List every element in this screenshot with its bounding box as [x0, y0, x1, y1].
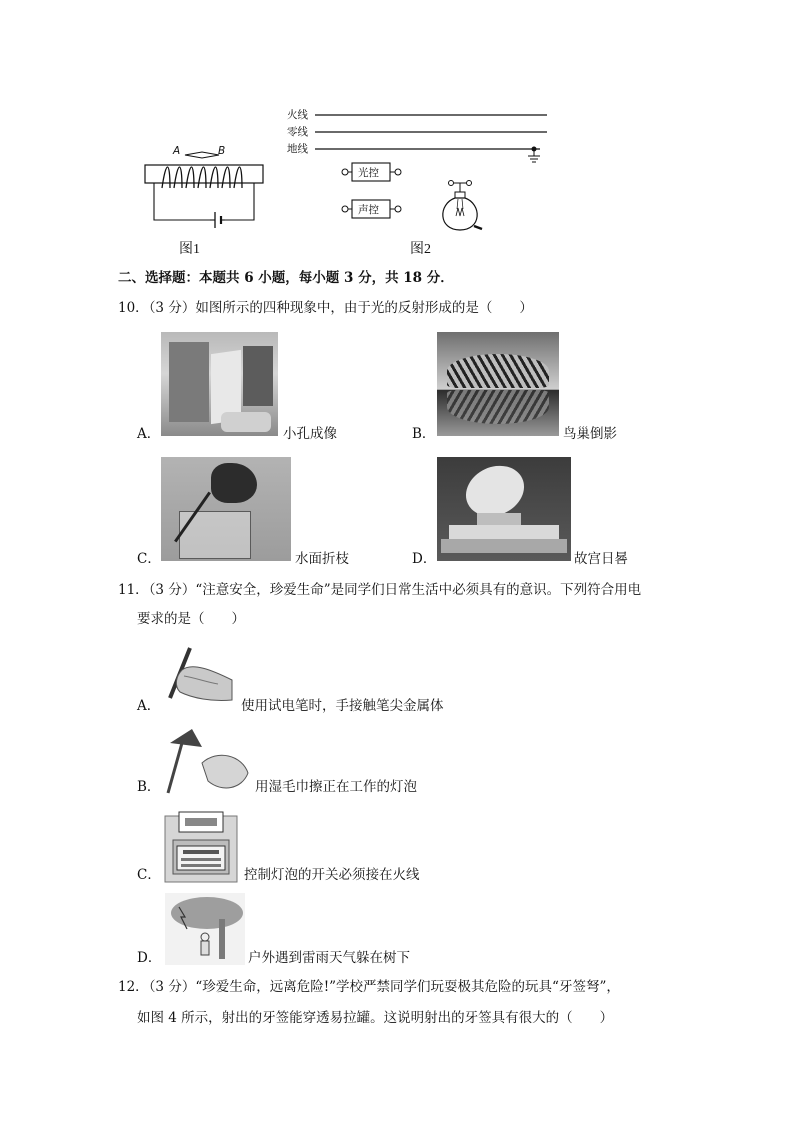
wire-label-live: 火线: [287, 109, 308, 121]
wire-label-ground: 地线: [287, 143, 308, 155]
light-switch-label: 光控: [358, 167, 379, 179]
option-letter: C．: [137, 551, 161, 567]
question-number: 10．: [118, 300, 149, 316]
option-letter: B．: [412, 426, 436, 442]
figure-2-wiring-diagram: [310, 108, 555, 233]
option-caption: 水面折枝: [295, 551, 349, 567]
section-heading: 二、选择题：本题共 6 小题，每小题 3 分，共 18 分．: [118, 270, 454, 286]
option-letter: B．: [137, 779, 161, 795]
wire-label-neutral: 零线: [287, 126, 308, 138]
question-text: （3 分）“注意安全，珍爱生命”是同学们日常生活中必须具有的意识。下列符合用电: [148, 582, 642, 598]
birds-nest-reflection-photo: [437, 332, 559, 436]
option-caption: 小孔成像: [283, 426, 337, 442]
figure-1-label-a: A: [173, 145, 181, 157]
question-11-stem: [118, 581, 641, 599]
option-letter: C．: [137, 867, 161, 883]
option-caption: 鸟巢倒影: [563, 426, 617, 442]
sound-switch-label: 声控: [358, 204, 379, 216]
bent-branch-in-water-photo: [161, 457, 291, 561]
option-caption: 控制灯泡的开关必须接在火线: [244, 867, 420, 883]
question-number: 12．: [118, 979, 149, 995]
figure-2-caption: 图2: [410, 242, 431, 257]
forbidden-city-sundial-photo: [437, 457, 571, 561]
question-text: （3 分）如图所示的四种现象中，由于光的反射形成的是（ ）: [148, 300, 533, 316]
pinhole-imaging-photo: [161, 332, 278, 436]
option-letter: D．: [137, 950, 162, 966]
option-letter: A．: [137, 698, 161, 714]
question-10-stem: [118, 299, 533, 317]
option-letter: D．: [412, 551, 437, 567]
question-12-stem-line2: 如图 4 所示，射出的牙签能穿透易拉罐。这说明射出的牙签具有很大的（ ）: [137, 1010, 614, 1026]
figure-1-solenoid-circuit: [140, 140, 270, 235]
question-number: 11．: [118, 582, 149, 598]
person-under-tree-image: [165, 893, 245, 965]
question-12-stem: [118, 978, 620, 996]
figure-1-label-b: B: [218, 145, 226, 157]
option-caption: 使用试电笔时，手接触笔尖金属体: [241, 698, 444, 714]
option-letter: A．: [137, 426, 161, 442]
option-caption: 用湿毛巾擦正在工作的灯泡: [255, 779, 417, 795]
test-pen-hand-image: [162, 640, 237, 715]
question-text: （3 分）“珍爱生命，远离危险!”学校严禁同学们玩耍极其危险的玩具“牙签弩”，: [148, 979, 620, 995]
wet-towel-lamp-image: [162, 723, 252, 801]
question-11-stem-line2: 要求的是（ ）: [137, 611, 245, 627]
option-caption: 故宫日晷: [574, 551, 628, 567]
figure-1-caption: 图1: [179, 242, 200, 257]
card-switch-image: [163, 810, 239, 886]
option-caption: 户外遇到雷雨天气躲在树下: [248, 950, 410, 966]
